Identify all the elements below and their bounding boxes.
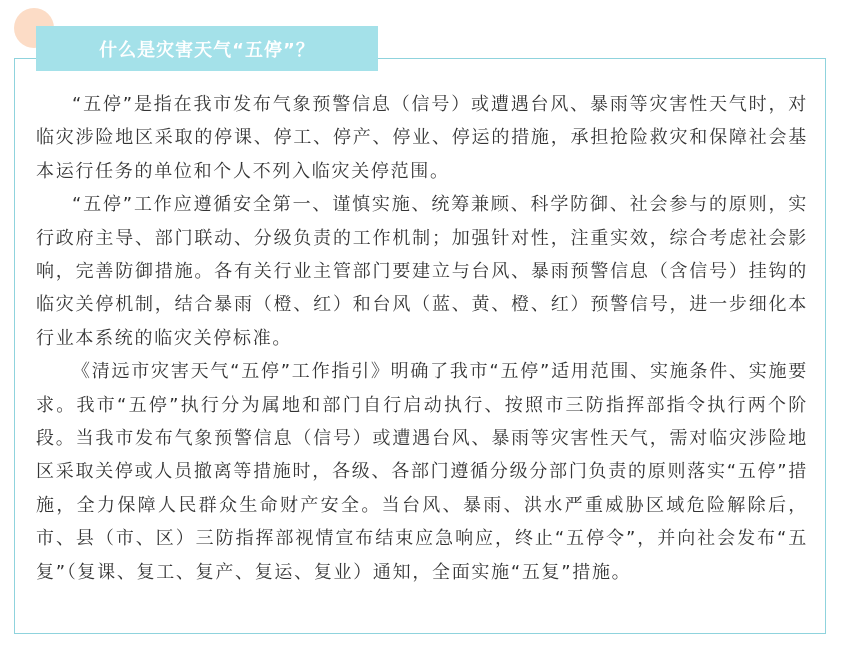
article-body [36,88,808,589]
title-banner [36,26,378,71]
paragraph-principles: “五停”工作应遵循安全第一、谨慎实施、统筹兼顾、科学防御、社会参与的原则，实行政府主导、部门联动、分级负责的工作机制；加强针对性，注重实效，综合考虑社会影响，完善防御措施。各有关行业主管部门要建立与台风、暴雨预警信息（含信号）挂钩的临灾关停机制，结合暴雨（橙、红）和台风（蓝、黄、橙、红）预警信号，进一步细化本行业本系统的临灾关停标准。 [36,194,808,349]
paragraph-definition: “五停”是指在我市发布气象预警信息（信号）或遭遇台风、暴雨等灾害性天气时，对临灾涉险地区采取的停课、停工、停产、停业、停运的措施，承担抢险救灾和保障社会基本运行任务的单位和个人不列入临灾关停范围。 [36,94,808,182]
article-title: 什么是灾害天气“五停”？ [99,39,315,61]
paragraph-guidelines: 《清远市灾害天气“五停”工作指引》明确了我市“五停”适用范围、实施条件、实施要求。我市“五停”执行分为属地和部门自行启动执行、按照市三防指挥部指令执行两个阶段。当我市发布气象预警信息（信号）或遭遇台风、暴雨等灾害性天气，需对临灾涉险地区采取关停或人员撤离等措施时，各级、各部门遵循分级分部门负责的原则落实“五停”措施，全力保障人民群众生命财产安全。当台风、暴雨、洪水严重威胁区域危险解除后，市、县（市、区）三防指挥部视情宣布结束应急响应，终止“五停令”，并向社会发布“五复”（复课、复工、复产、复运、复业）通知，全面实施“五复”措施。 [36,361,808,583]
